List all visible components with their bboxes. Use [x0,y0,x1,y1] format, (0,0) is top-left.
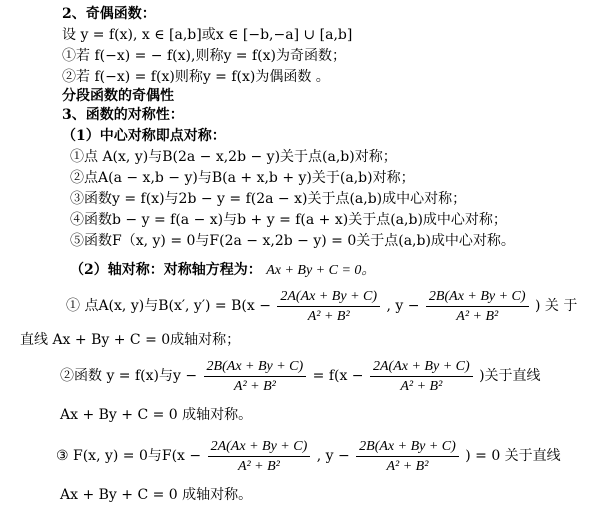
axial-item-1-mid: , y − [386,298,420,314]
axial-symmetry-heading: （2）轴对称：对称轴方程为： [70,262,262,278]
fraction-denominator: A² + B² [237,458,280,474]
fraction-denominator: A² + B² [456,308,499,324]
axial-item-2-continuation: Ax + By + C = 0 成轴对称。 [60,407,253,423]
axial-item-1-fraction-1 [277,288,380,325]
piecewise-parity-heading: 分段函数的奇偶性 [62,88,174,104]
axial-item-3-fraction-1 [208,438,311,475]
axial-item-2-fraction-1 [204,358,307,395]
axial-item-1 [66,286,577,326]
axis-equation: Ax + By + C = 0。 [266,263,376,278]
central-symmetry-heading: （1）中心对称即点对称： [62,128,226,144]
fraction-denominator: A² + B² [307,308,350,324]
axial-item-1-tail: ) 关 于 [535,298,578,314]
axial-item-2-lead: ②函数 y = f(x)与y − [60,368,198,384]
section2-heading: 2、奇偶函数： [62,6,156,22]
fraction-numerator: 2A(Ax + By + C) [208,438,311,457]
even-function-definition: ②若 f(−x) = f(x)则称y = f(x)为偶函数 。 [62,69,330,85]
central-symmetry-item: ①点 A(x, y)与B(2a − x,2b − y)关于点(a,b)对称； [70,149,397,165]
axial-item-2-mid: = f(x − [312,368,364,384]
central-symmetry-item: ④函数b − y = f(a − x)与b + y = f(a + x)关于点(a,b)成中心对称； [70,212,507,228]
odd-function-definition: ①若 f(−x) = − f(x),则称y = f(x)为奇函数； [62,48,346,64]
fraction-numerator: 2B(Ax + By + C) [356,438,459,457]
axial-item-3-mid: , y − [316,448,350,464]
fraction-denominator: A² + B² [386,458,429,474]
central-symmetry-item: ②点A(a − x,b − y)与B(a + x,b + y)关于(a,b)对称； [70,170,415,186]
axial-item-3-lead: ③ F(x, y) = 0与F(x − [56,448,202,464]
axial-item-3-fraction-2 [356,438,459,475]
axial-item-3 [56,436,561,476]
odd-even-premise: 设 y = f(x), x ∈ [a,b]或x ∈ [−b,−a] ∪ [a,b] [62,27,353,43]
fraction-numerator: 2A(Ax + By + C) [370,358,473,377]
axial-item-3-continuation: Ax + By + C = 0 成轴对称。 [60,487,253,503]
axial-item-1-continuation: 直线 Ax + By + C = 0成轴对称； [20,332,241,348]
central-symmetry-item: ⑤函数F（x, y) = 0与F(2a − x,2b − y) = 0关于点(a,b)成中心对称。 [70,233,515,249]
fraction-numerator: 2B(Ax + By + C) [204,358,307,377]
fraction-denominator: A² + B² [233,378,276,394]
axial-item-3-tail: ) = 0 关于直线 [465,448,561,464]
fraction-numerator: 2A(Ax + By + C) [277,288,380,307]
axial-item-2-fraction-2 [370,358,473,395]
fraction-numerator: 2B(Ax + By + C) [426,288,529,307]
axial-item-1-fraction-2 [426,288,529,325]
axial-item-2 [60,356,541,396]
axial-symmetry-heading-row [70,260,375,281]
fraction-denominator: A² + B² [400,378,443,394]
central-symmetry-item: ③函数y = f(x)与2b − y = f(2a − x)关于点(a,b)成中心对称； [70,191,467,207]
axial-item-2-tail: )关于直线 [479,368,541,384]
axial-item-1-lead: ① 点A(x, y)与B(x′, y′) = B(x − [66,298,271,314]
section3-heading: 3、函数的对称性： [62,107,184,123]
